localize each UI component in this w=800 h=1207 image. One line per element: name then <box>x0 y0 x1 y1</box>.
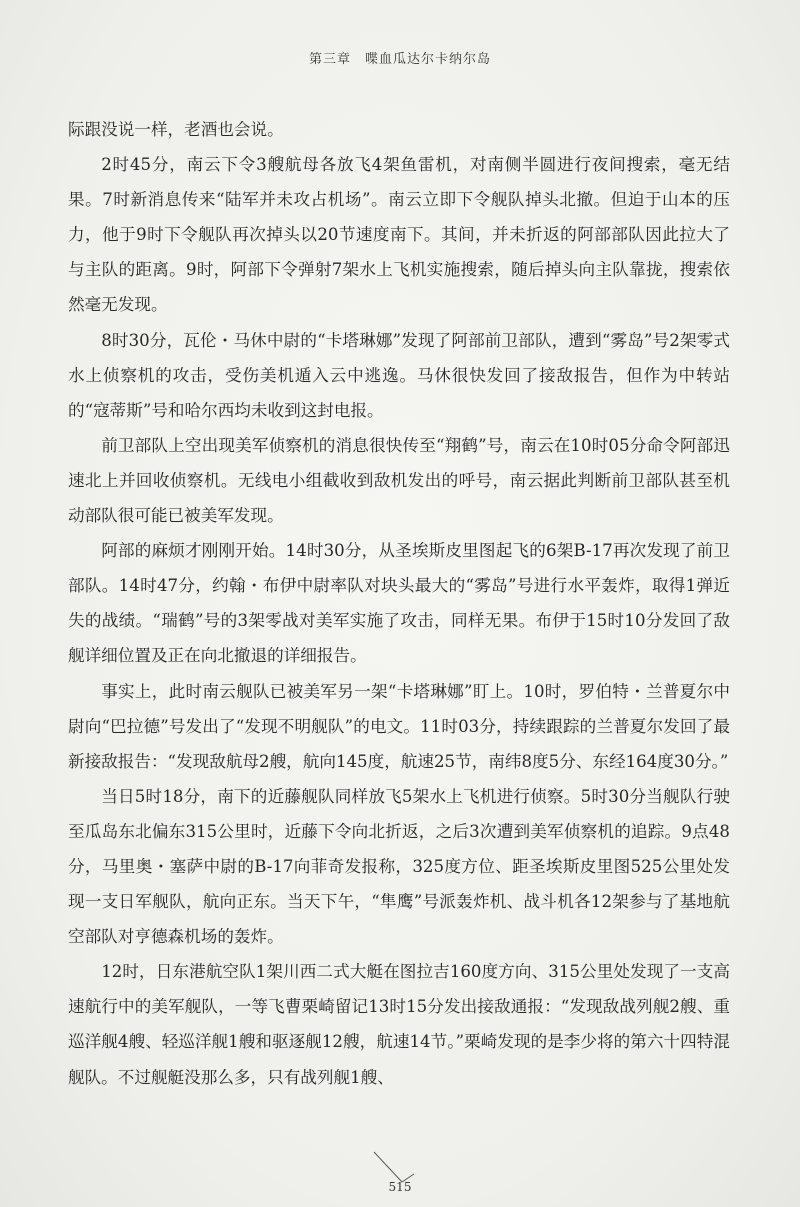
paragraph: 12时，日东港航空队1架川西二式大艇在图拉吉160度方向、315公里处发现了一支高速航行中的美军舰队，一等飞曹栗崎留记13时15分发出接敌通报：“发现敌战列舰2艘、重巡洋舰4艘、轻巡洋舰1艘和驱逐舰12艘，航速14节。”栗崎发现的是李少将的第六十四特混舰队。不过舰艇没那么多，只有战列舰1艘、 <box>68 962 730 1087</box>
paragraph: 前卫部队上空出现美军侦察机的消息很快传至“翔鹤”号，南云在10时05分命令阿部迅速北上并回收侦察机。无线电小组截收到敌机发出的呼号，南云据此判断前卫部队甚至机动部队很可能已被美军发现。 <box>68 435 730 526</box>
body-text <box>68 112 730 1095</box>
paragraph: 阿部的麻烦才刚刚开始。14时30分，从圣埃斯皮里图起飞的6架B-17再次发现了前卫部队。14时47分，约翰・布伊中尉率队对块头最大的“雾岛”号进行水平轰炸，取得1弹近失的战绩。“瑞鹤”号的3架零战对美军实施了攻击，同样无果。布伊于15时10分发回了敌舰详细位置及正在向北撤退的详细报告。 <box>68 541 730 666</box>
paragraph: 2时45分，南云下令3艘航母各放飞4架鱼雷机，对南侧半圆进行夜间搜索，毫无结果。7时新消息传来“陆军并未攻占机场”。南云立即下令舰队掉头北撤。但迫于山本的压力，他于9时下令舰队再次掉头以20节速度南下。其间，并未折返的阿部部队因此拉大了与主队的距离。9时，阿部下令弹射7架水上飞机实施搜索，随后掉头向主队靠拢，搜索依然毫无发现。 <box>68 155 730 315</box>
running-header <box>0 48 800 67</box>
paragraph: 事实上，此时南云舰队已被美军另一架“卡塔琳娜”盯上。10时，罗伯特・兰普夏尔中尉向“巴拉德”号发出了“发现不明舰队”的电文。11时03分，持续跟踪的兰普夏尔发回了最新接敌报告：“发现敌航母2艘，航向145度，航速25节，南纬8度5分、东经164度30分。” <box>68 681 730 771</box>
header-title: 喋血瓜达尔卡纳尔岛 <box>365 52 492 67</box>
page-number: 515 <box>388 1180 412 1194</box>
paragraph: 8时30分，瓦伦・马休中尉的“卡塔琳娜”发现了阿部前卫部队，遭到“雾岛”号2架零式水上侦察机的攻击，受伤美机遁入云中逃逸。马休很快发回了接敌报告，但作为中转站的“寇蒂斯”号和哈尔西均未收到这封电报。 <box>68 330 730 420</box>
header-chapter: 第三章 <box>308 52 351 67</box>
paragraph: 际跟没说一样，老酒也会说。 <box>68 120 284 139</box>
paragraph: 当日5时18分，南下的近藤舰队同样放飞5架水上飞机进行侦察。5时30分当舰队行驶至瓜岛东北偏东315公里时，近藤下令向北折返，之后3次遭到美军侦察机的追踪。9点48分，马里奥・塞萨中尉的B-17向菲奇发报称，325度方位、距圣埃斯皮里图525公里处发现一支日军舰队，航向正东。当天下午，“隼鹰”号派轰炸机、战斗机各12架参与了基地航空部队对亨德森机场的轰炸。 <box>68 786 730 947</box>
